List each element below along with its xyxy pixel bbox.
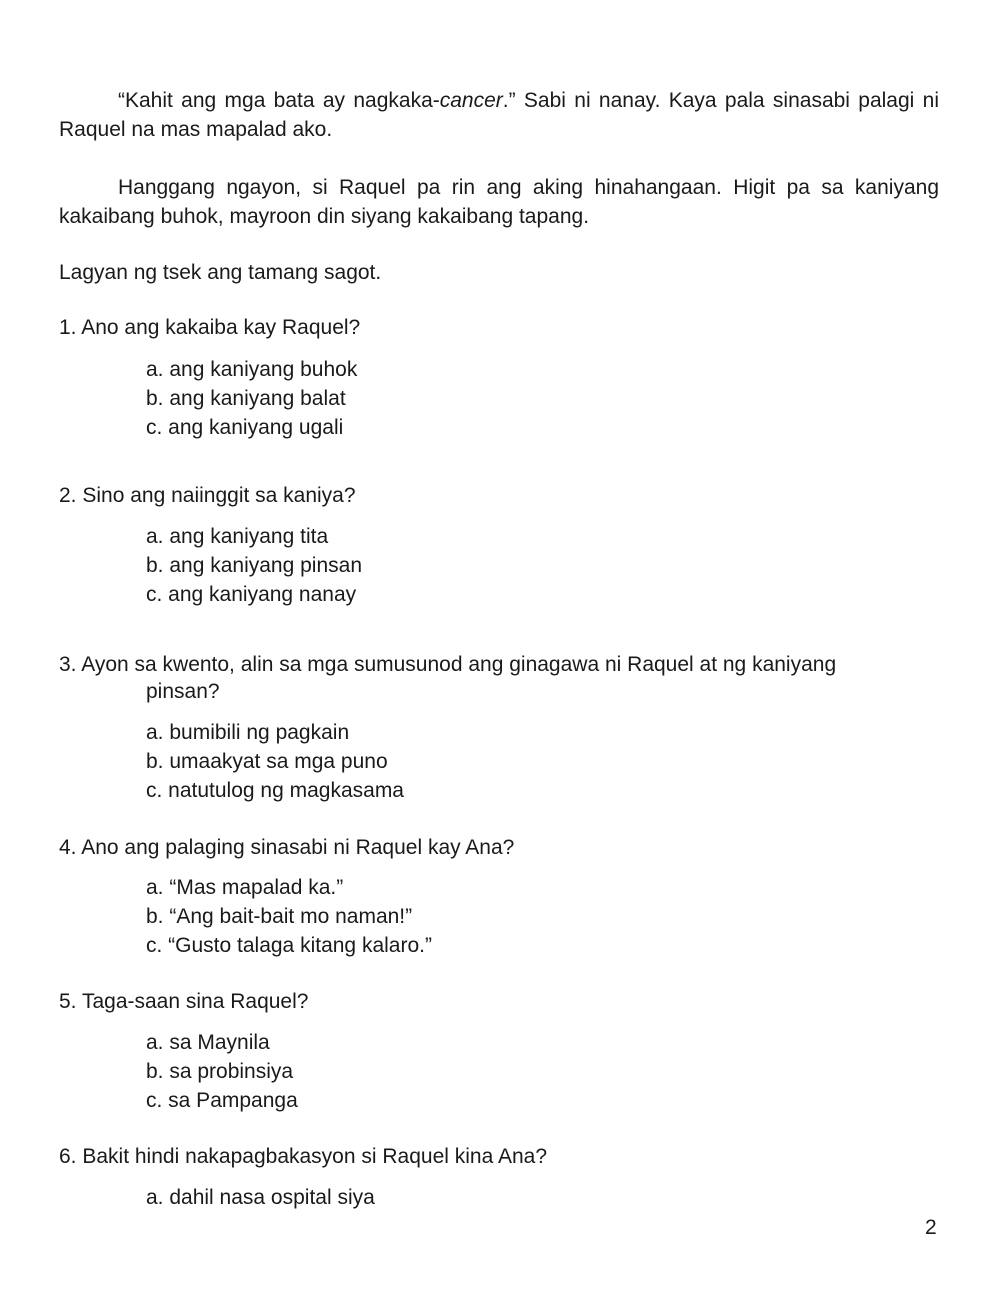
question-5: 5. Taga-saan sina Raquel? (59, 990, 309, 1013)
page-number: 2 (925, 1216, 937, 1239)
question-3-options (146, 718, 404, 805)
option-3a[interactable]: a. bumibili ng pagkain (146, 721, 350, 744)
question-2-options (146, 522, 362, 609)
option-2b[interactable]: b. ang kaniyang pinsan (146, 554, 362, 577)
option-5b[interactable]: b. sa probinsiya (146, 1060, 294, 1083)
question-3: 3. Ayon sa kwento, alin sa mga sumusunod ang ginagawa ni Raquel at ng kaniyang (59, 653, 837, 676)
question-2: 2. Sino ang naiinggit sa kaniya? (59, 484, 356, 507)
question-5-options (146, 1028, 298, 1115)
option-4a[interactable]: a. “Mas mapalad ka.” (146, 876, 344, 899)
option-1c[interactable]: c. ang kaniyang ugali (146, 416, 344, 439)
question-6-options (146, 1183, 375, 1212)
option-1b[interactable]: b. ang kaniyang balat (146, 387, 346, 410)
option-2c[interactable]: c. ang kaniyang nanay (146, 583, 357, 606)
story-paragraph-1 (59, 86, 939, 144)
instruction-text: Lagyan ng tsek ang tamang sagot. (59, 261, 382, 284)
option-5c[interactable]: c. sa Pampanga (146, 1089, 298, 1112)
option-4c[interactable]: c. “Gusto talaga kitang kalaro.” (146, 934, 432, 957)
option-4b[interactable]: b. “Ang bait-bait mo naman!” (146, 905, 413, 928)
story-paragraph-1-start: “Kahit ang mga bata ay nagkaka- (118, 89, 440, 112)
option-1a[interactable]: a. ang kaniyang buhok (146, 358, 358, 381)
option-5a[interactable]: a. sa Maynila (146, 1031, 270, 1054)
question-3-continuation: pinsan? (146, 680, 220, 703)
story-paragraph-2: Hanggang ngayon, si Raquel pa rin ang aking hinahangaan. Higit pa sa kaniyang kakaibang buhok, mayroon din siyang kakaibang tapang. (59, 176, 939, 228)
option-6a[interactable]: a. dahil nasa ospital siya (146, 1186, 375, 1209)
question-1: 1. Ano ang kakaiba kay Raquel? (59, 316, 361, 339)
option-3c[interactable]: c. natutulog ng magkasama (146, 779, 404, 802)
question-4-options (146, 873, 432, 960)
story-paragraph-1-emphasis: cancer (439, 89, 503, 112)
option-2a[interactable]: a. ang kaniyang tita (146, 525, 329, 548)
question-4: 4. Ano ang palaging sinasabi ni Raquel kay Ana? (59, 836, 515, 859)
question-6: 6. Bakit hindi nakapagbakasyon si Raquel kina Ana? (59, 1145, 548, 1168)
story-paragraph-1-end: .” Sabi ni nanay. Kaya pala sinasabi palagi ni Raquel na mas mapalad ako. (59, 89, 939, 141)
option-3b[interactable]: b. umaakyat sa mga puno (146, 750, 388, 773)
question-1-options (146, 355, 357, 442)
